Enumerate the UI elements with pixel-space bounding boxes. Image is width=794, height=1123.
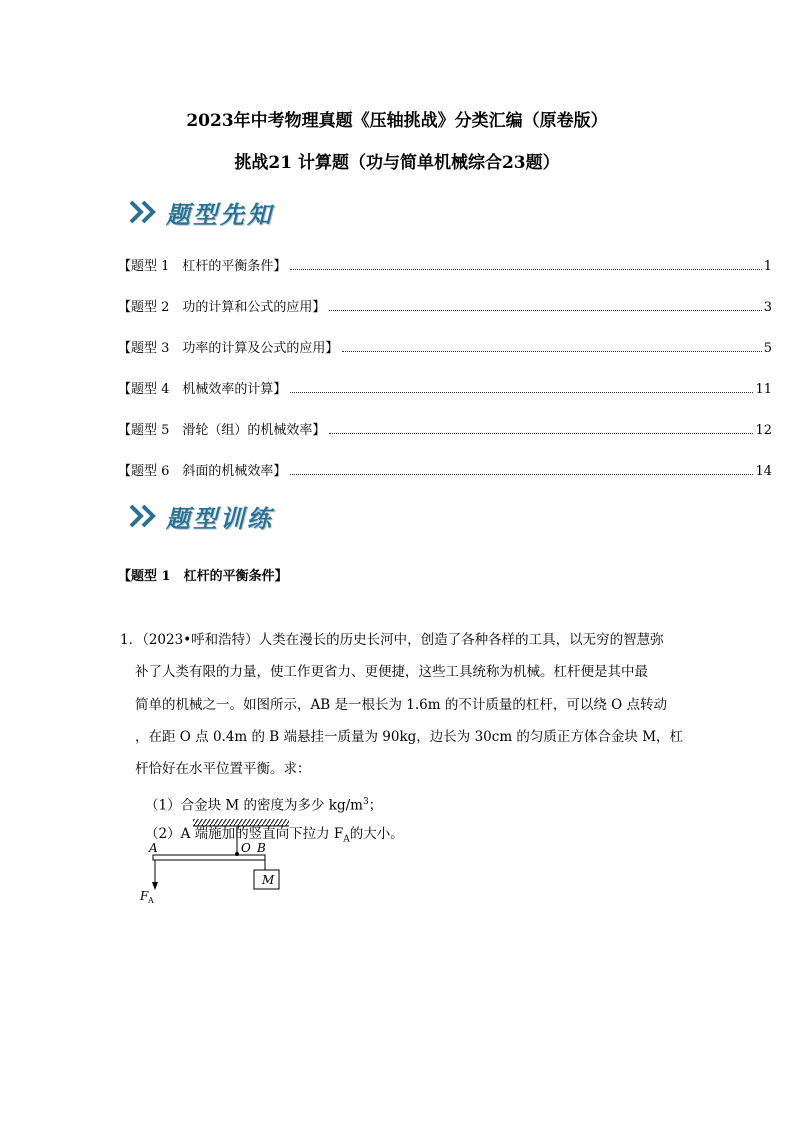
lever-diagram	[135, 818, 295, 913]
question-1-line-5: 杆恰好在水平位置平衡。求：	[135, 761, 311, 777]
toc-item[interactable]	[118, 379, 772, 397]
label-b: B	[257, 841, 266, 855]
toc-leader	[290, 474, 753, 475]
banner-training-text: 题型训练	[166, 503, 274, 533]
toc-item[interactable]	[118, 461, 772, 479]
toc-leader	[342, 351, 761, 352]
document-title: 2023年中考物理真题《压轴挑战》分类汇编（原卷版）	[186, 111, 608, 131]
toc-leader	[290, 392, 753, 393]
question-1-line-3: 简单的机械之一。如图所示，AB 是一根长为 1.6m 的不计质量的杠杆，可以绕 O 点转动	[135, 697, 667, 713]
question-1-line-1	[120, 632, 664, 648]
lever-diagram-svg	[135, 818, 295, 913]
toc-page: 5	[763, 341, 772, 356]
part-2-end: 的大小。	[349, 826, 404, 842]
toc-item[interactable]	[118, 338, 772, 356]
part-2-text: （2）A 端施加的竖直向下拉力 F	[145, 826, 344, 842]
toc-page: 12	[755, 423, 772, 438]
question-1-line-2: 补了人类有限的力量，使工作更省力、更便捷，这些工具统称为机械。杠杆便是其中最	[135, 664, 648, 680]
toc-leader	[329, 433, 753, 434]
force-arrow-head	[152, 882, 158, 890]
part-1-end: ；	[368, 797, 383, 814]
toc-label: 【题型 2 功的计算和公式的应用】	[118, 300, 326, 315]
question-1-line-4: ，在距 O 点 0.4m 的 B 端悬挂一质量为 90kg，边长为 30cm 的匀质正方体合金块 M，杠	[135, 729, 684, 745]
label-f-sub: A	[148, 896, 154, 905]
banner-overview	[128, 194, 274, 230]
toc-item[interactable]	[118, 297, 772, 315]
toc-label: 【题型 6 斜面的机械效率】	[118, 464, 287, 479]
label-o: O	[241, 841, 251, 855]
toc-label: 【题型 4 机械效率的计算】	[118, 382, 287, 397]
label-a: A	[149, 841, 158, 855]
question-1-part-1	[145, 794, 382, 814]
document-subtitle: 挑战21 计算题（功与简单机械综合23题）	[234, 153, 560, 173]
question-number: 1．	[120, 632, 143, 648]
toc-label: 【题型 5 滑轮（组）的机械效率】	[118, 423, 326, 438]
toc-leader	[290, 269, 761, 270]
pivot-point	[235, 852, 239, 856]
superscript: 3	[362, 797, 369, 807]
question-text: （2023•呼和浩特）人类在漫长的历史长河中，创造了各种各样的工具，以无穷的智慧弥	[142, 632, 664, 648]
double-chevron-icon	[128, 198, 162, 226]
toc-page: 11	[755, 382, 772, 397]
double-chevron-icon	[128, 502, 162, 530]
label-f: F	[140, 889, 149, 903]
lever-bar	[153, 855, 265, 860]
toc-item[interactable]	[118, 420, 772, 438]
subscript: A	[343, 834, 350, 845]
toc-leader	[329, 310, 761, 311]
toc-item[interactable]	[118, 256, 772, 274]
part-1-text: （1）合金块 M 的密度为多少 kg/m	[145, 797, 363, 814]
toc-label: 【题型 1 杠杆的平衡条件】	[118, 259, 287, 274]
toc-page: 1	[763, 259, 772, 274]
ceiling-hatch	[193, 819, 289, 826]
label-m: M	[262, 873, 275, 887]
toc-page: 14	[755, 464, 772, 479]
toc-label: 【题型 3 功率的计算及公式的应用】	[118, 341, 339, 356]
section-heading: 【题型 1 杠杆的平衡条件】	[118, 569, 288, 584]
banner-overview-text: 题型先知	[166, 199, 274, 229]
toc-page: 3	[763, 300, 772, 315]
banner-training	[128, 498, 274, 534]
